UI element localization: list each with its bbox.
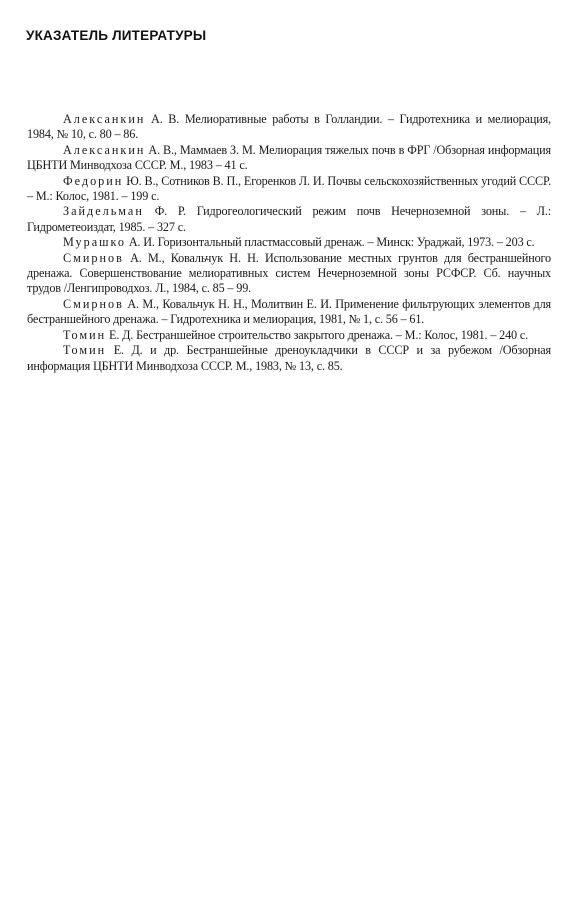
reference-text: Е. Д. и др. Бестраншейные дреноукладчики в СССР и за рубежом /Обзорная информация ЦБНТИ Минводхоза СССР. М., 1983, № 13, с. 85. xyxy=(27,343,551,373)
reference-item xyxy=(27,251,551,297)
reference-author: Смирнов xyxy=(63,250,124,265)
reference-author: Томин xyxy=(63,327,107,342)
reference-item xyxy=(27,174,551,205)
reference-list xyxy=(27,112,551,374)
reference-text: А. В. Мелиоративные работы в Голландии. – Гидротехника и мелиорация, 1984, № 10, с. 80 – 86. xyxy=(27,112,551,142)
reference-text: Ю. В., Сотников В. П., Егоренков Л. И. Почвы сельскохозяйственных угодий СССР. – М.: Колос, 1981. – 199 с. xyxy=(27,173,551,204)
reference-author: Мурашко xyxy=(63,235,126,250)
reference-item xyxy=(27,297,551,328)
reference-item xyxy=(27,343,551,374)
reference-author: Федорин xyxy=(63,173,124,188)
reference-text: А. М., Ковальчук Н. Н., Молитвин Е. И. Применение фильтрующих элементов для бестраншейного дренажа. – Гидротехника и мелиорация, 1981, № 1, с. 56 – 61. xyxy=(27,296,551,327)
reference-text: Ф. Р. Гидрогеологический режим почв Нечерноземной зоны. – Л.: Гидрометеоиздат, 1985. – 327 с. xyxy=(27,204,551,234)
reference-author: Алексанкин xyxy=(63,112,146,126)
reference-text: А. М., Ковальчук Н. Н. Использование местных грунтов для бестраншейного дренажа. Совершенствование мелиоративных систем Нечерноземной зоны РСФСР. Сб. научных трудов /Ленгипроводхоз. Л., 1984, с. 85 – 99. xyxy=(27,250,551,296)
reference-author: Зайдельман xyxy=(63,204,144,219)
reference-author: Томин xyxy=(63,343,107,358)
reference-item xyxy=(27,204,551,235)
reference-author: Алексанкин xyxy=(63,142,146,157)
reference-item xyxy=(27,112,551,143)
reference-author: Смирнов xyxy=(63,296,124,311)
reference-item xyxy=(27,328,551,343)
reference-text: А. И. Горизонтальный пластмассовый дренаж. – Минск: Ураджай, 1973. – 203 с. xyxy=(125,235,535,250)
reference-item xyxy=(27,235,551,250)
reference-text: А. В., Маммаев З. М. Мелиорация тяжелых почв в ФРГ /Обзорная информация ЦБНТИ Минводхоза СССР. М., 1983 – 41 с. xyxy=(27,142,551,173)
page-title: УКАЗАТЕЛЬ ЛИТЕРАТУРЫ xyxy=(26,28,207,43)
reference-item xyxy=(27,143,551,174)
reference-text: Е. Д. Бестраншейное строительство закрытого дренажа. – М.: Колос, 1981. – 240 с. xyxy=(106,327,529,342)
